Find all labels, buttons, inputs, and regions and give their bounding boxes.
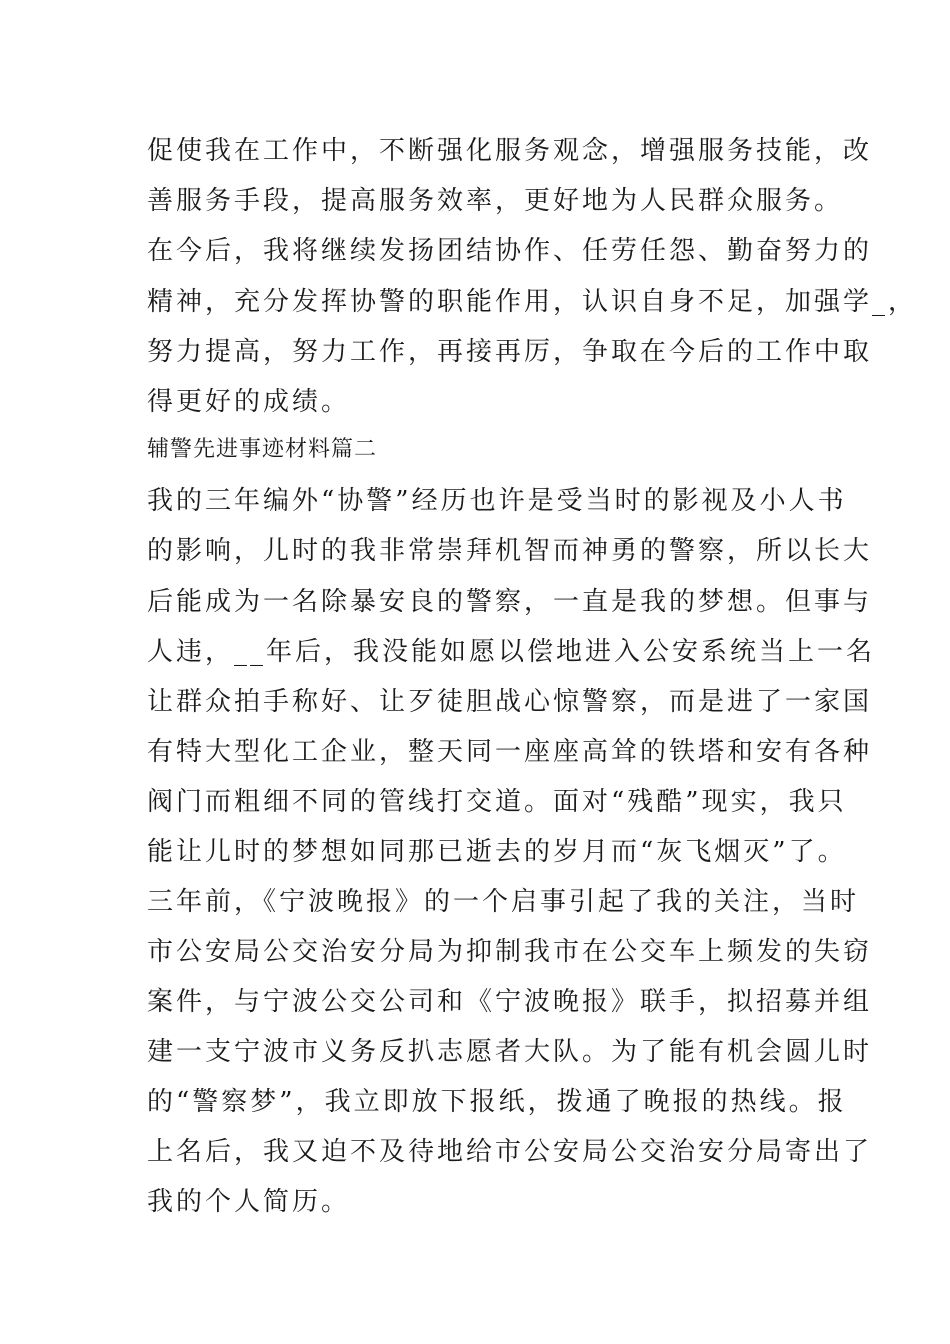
paragraph-line: 有特大型化工企业，整天同一座座高耸的铁塔和安有各种 <box>147 737 873 767</box>
paragraph-line: 努力提高，努力工作，再接再厉，争取在今后的工作中取 <box>147 337 873 367</box>
paragraph-line: 的“警察梦”，我立即放下报纸，拨通了晚报的热线。报 <box>147 1087 847 1117</box>
paragraph-line: 阀门而粗细不同的管线打交道。面对“残酷”现实，我只 <box>147 787 847 817</box>
paragraph-line: 能让儿时的梦想如同那已逝去的岁月而“灰飞烟灭”了。 <box>147 837 847 867</box>
paragraph-line: 促使我在工作中，不断强化服务观念，增强服务技能，改 <box>147 136 873 166</box>
paragraph-line: 三年前，《宁波晚报》的一个启事引起了我的关注，当时 <box>147 887 860 917</box>
paragraph-line: 建一支宁波市义务反扒志愿者大队。为了能有机会圆儿时 <box>147 1037 873 1067</box>
paragraph-line: 案件，与宁波公交公司和《宁波晚报》联手，拟招募并组 <box>147 987 873 1017</box>
paragraph-line: 让群众拍手称好、让歹徒胆战心惊警察，而是进了一家国 <box>147 687 873 717</box>
paragraph-line: 我的个人简历。 <box>147 1187 351 1217</box>
paragraph-line: 我的三年编外“协警”经历也许是受当时的影视及小人书 <box>147 486 847 516</box>
paragraph-line: 得更好的成绩。 <box>147 387 351 417</box>
paragraph-line: 善服务手段，提高服务效率，更好地为人民群众服务。 <box>147 186 844 216</box>
paragraph-line: 后能成为一名除暴安良的警察，一直是我的梦想。但事与 <box>147 587 873 617</box>
section-heading: 辅警先进事迹材料篇二 <box>147 437 378 462</box>
paragraph-line: 的影响，儿时的我非常崇拜机智而神勇的警察，所以长大 <box>147 536 873 566</box>
paragraph-line: 精神，充分发挥协警的职能作用，认识自身不足，加强学_， <box>147 287 918 317</box>
paragraph-line: 上名后，我又迫不及待地给市公安局公交治安分局寄出了 <box>147 1137 873 1167</box>
paragraph-line: 市公安局公交治安分局为抑制我市在公交车上频发的失窃 <box>147 937 873 967</box>
paragraph-line: 人违，__年后，我没能如愿以偿地进入公安系统当上一名 <box>147 637 876 667</box>
paragraph-line: 在今后，我将继续发扬团结协作、任劳任怨、勤奋努力的 <box>147 236 873 266</box>
